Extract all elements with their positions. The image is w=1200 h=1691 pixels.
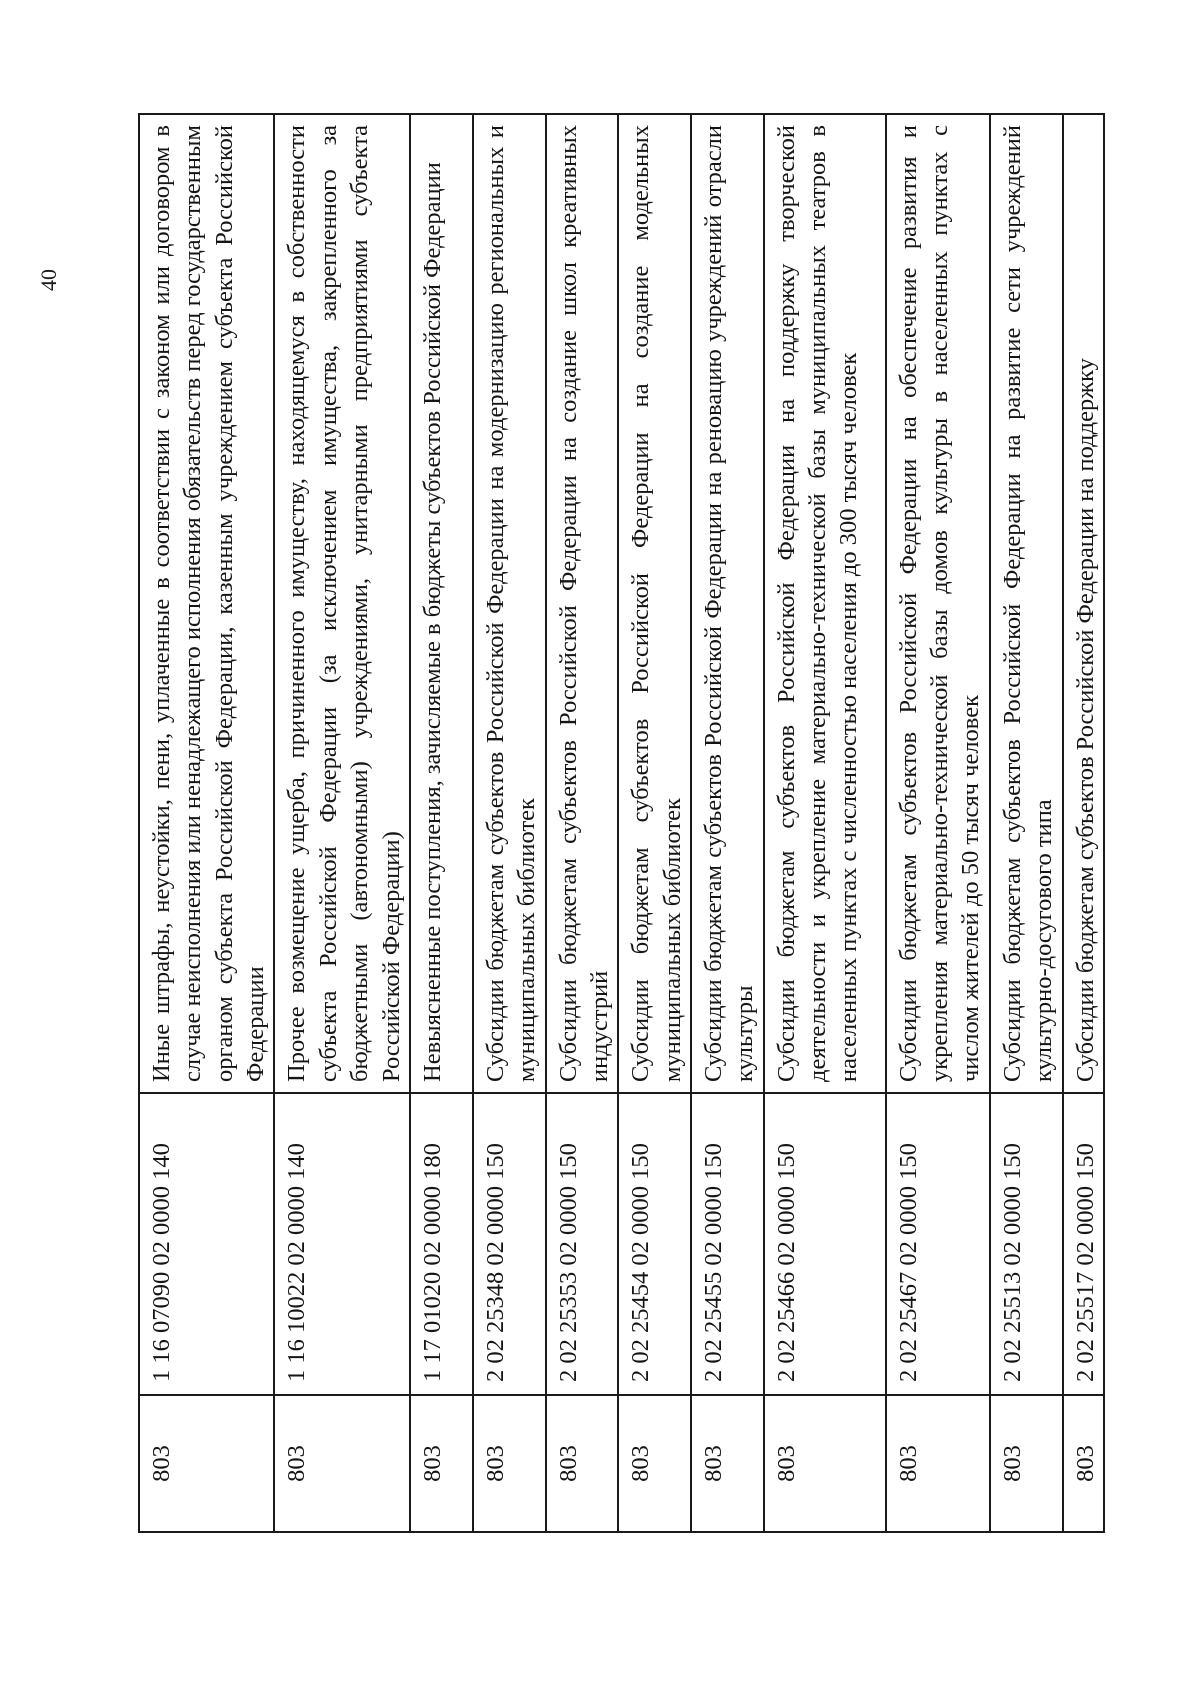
revenue-name-cell: Невыясненные поступления, зачисляемые в бюджеты субъектов Российской Федерации — [410, 114, 473, 1093]
table-row — [473, 114, 546, 1532]
revenue-name-cell: Субсидии бюджетам субъектов Российской Федерации на развитие сети учреждений культурно-досугового типа — [990, 114, 1063, 1093]
admin-code-cell: 803 — [473, 1395, 546, 1532]
budget-code-cell: 2 02 25467 02 0000 150 — [886, 1093, 990, 1395]
admin-code-cell: 803 — [139, 1395, 274, 1532]
budget-code-cell: 2 02 25455 02 0000 150 — [691, 1093, 764, 1395]
budget-code-cell: 1 16 07090 02 0000 140 — [139, 1093, 274, 1395]
budget-code-cell: 2 02 25517 02 0000 150 — [1063, 1093, 1104, 1395]
revenue-codes-table — [138, 113, 1105, 1533]
table-row — [1063, 114, 1104, 1532]
admin-code-cell: 803 — [410, 1395, 473, 1532]
budget-code-cell: 2 02 25454 02 0000 150 — [618, 1093, 691, 1395]
table-row — [410, 114, 473, 1532]
revenue-name-cell: Иные штрафы, неустойки, пени, уплаченные в соответствии с законом или договором в случае неисполнения или ненадлежащего исполнения обязательств перед государственным органом субъекта Российской Федерации, казенным учреждением субъекта Российской Федерации — [139, 114, 274, 1093]
revenue-name-cell: Субсидии бюджетам субъектов Российской Федерации на создание модельных муниципальных библиотек — [618, 114, 691, 1093]
page-number: 40 — [36, 269, 61, 291]
budget-code-cell: 2 02 25353 02 0000 150 — [546, 1093, 619, 1395]
table-row — [764, 114, 886, 1532]
admin-code-cell: 803 — [764, 1395, 886, 1532]
table-row — [990, 114, 1063, 1532]
table-row — [618, 114, 691, 1532]
table-row — [274, 114, 409, 1532]
budget-code-cell: 2 02 25348 02 0000 150 — [473, 1093, 546, 1395]
revenue-name-cell: Субсидии бюджетам субъектов Российской Федерации на модернизацию региональных и муниципальных библиотек — [473, 114, 546, 1093]
table-row — [139, 114, 274, 1532]
admin-code-cell: 803 — [618, 1395, 691, 1532]
revenue-name-cell: Субсидии бюджетам субъектов Российской Федерации на обеспечение развития и укрепления материально-технической базы домов культуры в населенных пунктах с числом жителей до 50 тысяч человек — [886, 114, 990, 1093]
admin-code-cell: 803 — [1063, 1395, 1104, 1532]
budget-code-cell: 2 02 25466 02 0000 150 — [764, 1093, 886, 1395]
table-body — [139, 114, 1104, 1532]
budget-code-cell: 2 02 25513 02 0000 150 — [990, 1093, 1063, 1395]
admin-code-cell: 803 — [886, 1395, 990, 1532]
revenue-name-cell: Субсидии бюджетам субъектов Российской Федерации на создание школ креативных индустрий — [546, 114, 619, 1093]
admin-code-cell: 803 — [274, 1395, 409, 1532]
revenue-name-cell: Субсидии бюджетам субъектов Российской Федерации на поддержку творческой деятельности и укрепление материально-технической базы муниципальных театров в населенных пунктах с численностью населения до 300 тысяч человек — [764, 114, 886, 1093]
admin-code-cell: 803 — [990, 1395, 1063, 1532]
table-row — [691, 114, 764, 1532]
rotated-table-container — [138, 113, 1099, 1533]
admin-code-cell: 803 — [691, 1395, 764, 1532]
table-row — [886, 114, 990, 1532]
revenue-name-cell: Субсидии бюджетам субъектов Российской Федерации на поддержку — [1063, 114, 1104, 1093]
budget-code-cell: 1 17 01020 02 0000 180 — [410, 1093, 473, 1395]
admin-code-cell: 803 — [546, 1395, 619, 1532]
revenue-name-cell: Прочее возмещение ущерба, причиненного имуществу, находящемуся в собственности субъекта Российской Федерации (за исключением имущества, закрепленного за бюджетными (автономными) учреждениями, унитарными предприятиями субъекта Российской Федерации) — [274, 114, 409, 1093]
table-row — [546, 114, 619, 1532]
revenue-name-cell: Субсидии бюджетам субъектов Российской Федерации на реновацию учреждений отрасли культуры — [691, 114, 764, 1093]
budget-code-cell: 1 16 10022 02 0000 140 — [274, 1093, 409, 1395]
